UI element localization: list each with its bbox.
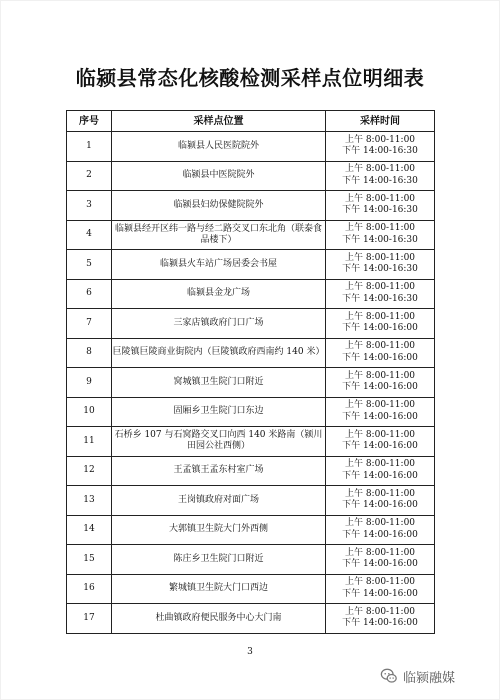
row-number: 16 — [67, 574, 112, 604]
afternoon-time: 下午 14:00-16:00 — [342, 470, 418, 481]
afternoon-time: 下午 14:00-16:00 — [342, 411, 418, 422]
afternoon-time: 下午 14:00-16:30 — [342, 293, 418, 304]
sampling-location: 繁城镇卫生院大门口西边 — [112, 574, 326, 604]
morning-time: 上午 8:00-11:00 — [344, 547, 416, 558]
afternoon-time: 下午 14:00-16:30 — [342, 146, 418, 157]
table-row — [67, 397, 435, 427]
table-row — [67, 515, 435, 545]
afternoon-time: 下午 14:00-16:00 — [342, 352, 418, 363]
sampling-location: 临颍县人民医院院外 — [112, 132, 326, 162]
row-number: 7 — [67, 309, 112, 339]
row-number: 2 — [67, 161, 112, 191]
afternoon-time: 下午 14:00-16:00 — [342, 618, 418, 629]
morning-time: 上午 8:00-11:00 — [344, 164, 416, 175]
table-row — [67, 132, 435, 162]
table-row — [67, 309, 435, 339]
afternoon-time: 下午 14:00-16:00 — [342, 529, 418, 540]
sampling-time — [326, 397, 435, 427]
sampling-time — [326, 132, 435, 162]
table-row — [67, 368, 435, 398]
sampling-location: 王孟镇王孟东村室广场 — [112, 456, 326, 486]
header-no: 序号 — [67, 111, 112, 132]
table-body — [67, 132, 435, 634]
table-header-row — [67, 111, 435, 132]
row-number: 11 — [67, 427, 112, 457]
table-row — [67, 456, 435, 486]
afternoon-time: 下午 14:00-16:00 — [342, 382, 418, 393]
morning-time: 上午 8:00-11:00 — [344, 193, 416, 204]
chat-bubble-icon — [380, 667, 398, 685]
morning-time: 上午 8:00-11:00 — [344, 370, 416, 381]
row-number: 9 — [67, 368, 112, 398]
table-row — [67, 250, 435, 280]
sampling-time — [326, 545, 435, 575]
sampling-location: 窝城镇卫生院门口附近 — [112, 368, 326, 398]
page-number: 3 — [247, 647, 253, 657]
morning-time: 上午 8:00-11:00 — [344, 429, 416, 440]
table-row — [67, 427, 435, 457]
sampling-time — [326, 279, 435, 309]
header-time: 采样时间 — [326, 111, 435, 132]
afternoon-time: 下午 14:00-16:30 — [342, 205, 418, 216]
table-row — [67, 279, 435, 309]
sampling-time — [326, 486, 435, 516]
row-number: 8 — [67, 338, 112, 368]
row-number: 17 — [67, 604, 112, 634]
afternoon-time: 下午 14:00-16:00 — [342, 323, 418, 334]
watermark-text: 临颍融媒 — [403, 670, 456, 686]
sampling-location: 三家店镇政府门口广场 — [112, 309, 326, 339]
sampling-time — [326, 161, 435, 191]
afternoon-time: 下午 14:00-16:30 — [342, 175, 418, 186]
sampling-time — [326, 309, 435, 339]
morning-time: 上午 8:00-11:00 — [344, 134, 416, 145]
sampling-location: 巨陵镇巨陵商业街院内（巨陵镇政府西南约 140 米） — [112, 338, 326, 368]
morning-time: 上午 8:00-11:00 — [344, 400, 416, 411]
afternoon-time: 下午 14:00-16:00 — [342, 441, 418, 452]
table-row — [67, 338, 435, 368]
table-row — [67, 161, 435, 191]
sampling-location: 临颍县经开区纬一路与经二路交叉口东北角（联泰食品楼下） — [112, 220, 326, 250]
sampling-time — [326, 191, 435, 221]
sampling-time — [326, 604, 435, 634]
header-location: 采样点位置 — [112, 111, 326, 132]
morning-time: 上午 8:00-11:00 — [344, 518, 416, 529]
document-title: 临颍县常态化核酸检测采样点位明细表 — [75, 66, 425, 90]
row-number: 6 — [67, 279, 112, 309]
sampling-time — [326, 250, 435, 280]
sampling-time — [326, 574, 435, 604]
sampling-sites-table — [66, 110, 435, 634]
row-number: 12 — [67, 456, 112, 486]
sampling-location: 临颍县金龙广场 — [112, 279, 326, 309]
row-number: 13 — [67, 486, 112, 516]
row-number: 5 — [67, 250, 112, 280]
morning-time: 上午 8:00-11:00 — [344, 223, 416, 234]
row-number: 10 — [67, 397, 112, 427]
morning-time: 上午 8:00-11:00 — [344, 606, 416, 617]
row-number: 4 — [67, 220, 112, 250]
morning-time: 上午 8:00-11:00 — [344, 252, 416, 263]
sampling-location: 临颍县妇幼保健院院外 — [112, 191, 326, 221]
sampling-location: 石桥乡 107 与石窝路交叉口向西 140 米路南（颍川田园公社西侧） — [112, 427, 326, 457]
table-row — [67, 486, 435, 516]
sampling-location: 王岗镇政府对面广场 — [112, 486, 326, 516]
sampling-location: 大郭镇卫生院大门外西侧 — [112, 515, 326, 545]
table-row — [67, 604, 435, 634]
afternoon-time: 下午 14:00-16:30 — [342, 234, 418, 245]
sampling-location: 固厢乡卫生院门口东边 — [112, 397, 326, 427]
sampling-time — [326, 220, 435, 250]
sampling-location: 临颍县火车站广场居委会书屋 — [112, 250, 326, 280]
sampling-time — [326, 338, 435, 368]
row-number: 3 — [67, 191, 112, 221]
watermark — [380, 666, 455, 686]
table-row — [67, 220, 435, 250]
sampling-time — [326, 368, 435, 398]
sampling-location: 杜曲镇政府便民服务中心大门南 — [112, 604, 326, 634]
table-row — [67, 574, 435, 604]
sampling-location: 临颍县中医院院外 — [112, 161, 326, 191]
sampling-time — [326, 456, 435, 486]
sampling-time — [326, 515, 435, 545]
table-row — [67, 191, 435, 221]
sampling-location: 陈庄乡卫生院门口附近 — [112, 545, 326, 575]
morning-time: 上午 8:00-11:00 — [344, 577, 416, 588]
row-number: 14 — [67, 515, 112, 545]
morning-time: 上午 8:00-11:00 — [344, 311, 416, 322]
morning-time: 上午 8:00-11:00 — [344, 459, 416, 470]
row-number: 15 — [67, 545, 112, 575]
sampling-time — [326, 427, 435, 457]
afternoon-time: 下午 14:00-16:00 — [342, 559, 418, 570]
afternoon-time: 下午 14:00-16:30 — [342, 264, 418, 275]
morning-time: 上午 8:00-11:00 — [344, 488, 416, 499]
morning-time: 上午 8:00-11:00 — [344, 341, 416, 352]
row-number: 1 — [67, 132, 112, 162]
table-row — [67, 545, 435, 575]
afternoon-time: 下午 14:00-16:00 — [342, 588, 418, 599]
morning-time: 上午 8:00-11:00 — [344, 282, 416, 293]
afternoon-time: 下午 14:00-16:00 — [342, 500, 418, 511]
